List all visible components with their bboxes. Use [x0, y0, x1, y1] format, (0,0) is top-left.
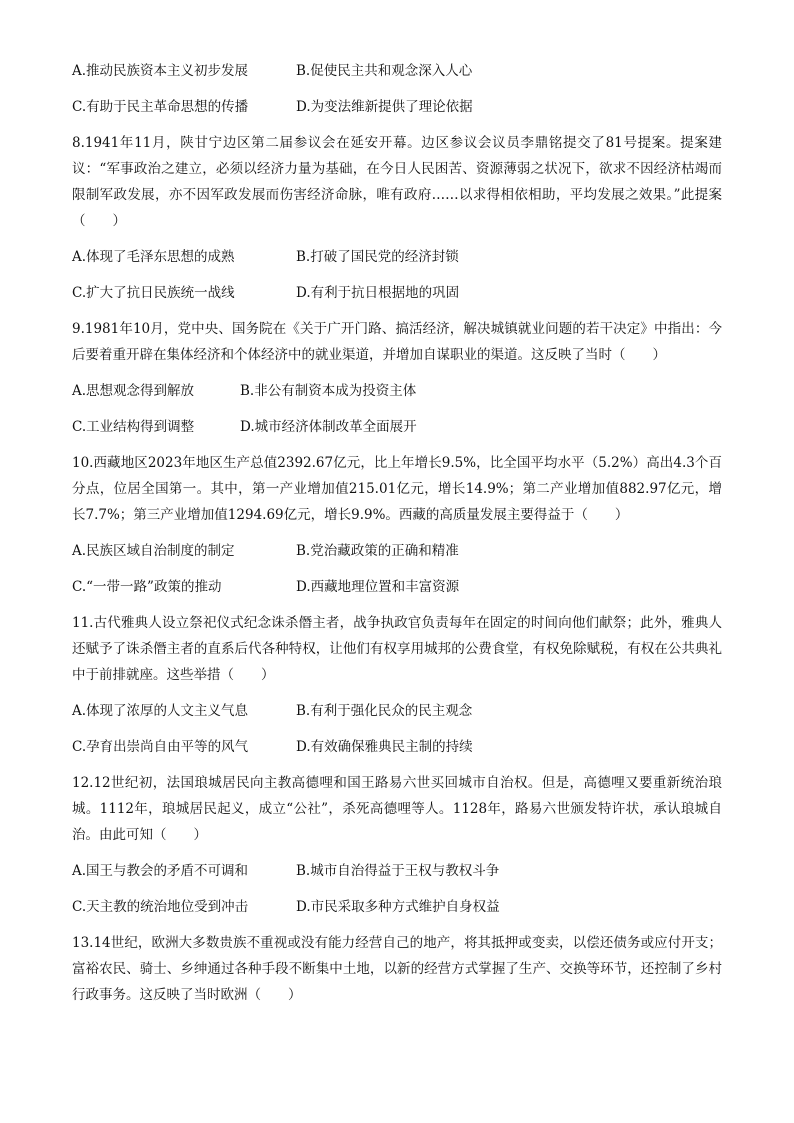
q9-options-row-1 — [72, 378, 722, 404]
q8-option-a[interactable]: A.体现了毛泽东思想的成熟 — [72, 249, 235, 265]
q8-option-b[interactable]: B.打破了国民党的经济封锁 — [296, 249, 459, 265]
q12-options-row-2 — [72, 894, 722, 920]
q8-option-c[interactable]: C.扩大了抗日民族统一战线 — [72, 285, 235, 301]
q7-option-a[interactable]: A.推动民族资本主义初步发展 — [72, 63, 249, 79]
q8-stem: 8.1941年11月，陕甘宁边区第二届参议会在延安开幕。边区参议会议员李鼎铭提交了81号提案。提案建议：“军事政治之建立，必须以经济力量为基础，在今日人民困苦、资源薄弱之状况下，欲求不因经济枯竭而限制军政发展，亦不因军政发展而伤害经济命脉，唯有政府……以求得相依相助，平均发展之效果。”此提案（ ） — [72, 135, 722, 229]
q12-option-d[interactable]: D.市民采取多种方式维护自身权益 — [296, 899, 500, 915]
q10-options-row-2 — [72, 574, 722, 600]
q11-option-d[interactable]: D.有效确保雅典民主制的持续 — [296, 739, 473, 755]
q8-options-row-2 — [72, 280, 722, 306]
q10-option-c[interactable]: C.“一带一路”政策的推动 — [72, 579, 222, 595]
q10-options-row-1 — [72, 538, 722, 564]
q11-options-row-2 — [72, 734, 722, 760]
q9-option-a[interactable]: A.思想观念得到解放 — [72, 383, 195, 399]
q8-option-d[interactable]: D.有利于抗日根据地的巩固 — [296, 285, 460, 301]
q12-option-a[interactable]: A.国王与教会的矛盾不可调和 — [72, 863, 249, 879]
q10-option-b[interactable]: B.党治藏政策的正确和精准 — [296, 543, 459, 559]
q10-stem: 10.西藏地区2023年地区生产总值2392.67亿元，比上年增长9.5%，比全国平均水平（5.2%）高出4.3个百分点，位居全国第一。其中，第一产业增加值215.01亿元，增长14.9%；第二产业增加值882.97亿元，增长7.7%；第三产业增加值1294.69亿元，增长9.9%。西藏的高质量发展主要得益于（ ） — [72, 455, 722, 523]
q10-option-a[interactable]: A.民族区域自治制度的制定 — [72, 543, 235, 559]
q9-stem: 9.1981年10月，党中央、国务院在《关于广开门路、搞活经济，解决城镇就业问题的若干决定》中指出：今后要着重开辟在集体经济和个体经济中的就业渠道，并增加自谋职业的渠道。这反映了当时（ ） — [72, 321, 722, 363]
q12-options-row-1 — [72, 858, 722, 884]
q7-option-d[interactable]: D.为变法维新提供了理论依据 — [296, 99, 473, 115]
q11-options-row-1 — [72, 698, 722, 724]
q12-option-c[interactable]: C.天主教的统治地位受到冲击 — [72, 899, 249, 915]
page-content — [72, 58, 722, 1018]
q7-option-b[interactable]: B.促使民主共和观念深入人心 — [296, 63, 473, 79]
q11-stem: 11.古代雅典人设立祭祀仪式纪念诛杀僭主者，战争执政官负责每年在固定的时间向他们献祭；此外，雅典人还赋予了诛杀僭主者的直系后代各种特权，让他们有权享用城邦的公费食堂，有权免除赋税，有权在公共典礼中于前排就座。这些举措（ ） — [72, 615, 722, 683]
q9-option-c[interactable]: C.工业结构得到调整 — [72, 419, 195, 435]
q9-options-row-2 — [72, 414, 722, 440]
q11-option-a[interactable]: A.体现了浓厚的人文主义气息 — [72, 703, 249, 719]
q9-option-b[interactable]: B.非公有制资本成为投资主体 — [240, 383, 417, 399]
q7-option-c[interactable]: C.有助于民主革命思想的传播 — [72, 99, 249, 115]
q10-option-d[interactable]: D.西藏地理位置和丰富资源 — [296, 579, 460, 595]
q7-options-row-2 — [72, 94, 722, 120]
q9-option-d[interactable]: D.城市经济体制改革全面展开 — [240, 419, 417, 435]
q13-stem: 13.14世纪，欧洲大多数贵族不重视或没有能力经营自己的地产，将其抵押或变卖，以偿还债务或应付开支；富裕农民、骑士、乡绅通过各种手段不断集中土地，以新的经营方式掌握了生产、交换等环节，还控制了乡村行政事务。这反映了当时欧洲（ ） — [72, 935, 722, 1003]
q12-stem: 12.12世纪初，法国琅城居民向主教高德哩和国王路易六世买回城市自治权。但是，高德哩又要重新统治琅城。1112年，琅城居民起义，成立“公社”，杀死高德哩等人。1128年，路易六世颁发特许状，承认琅城自治。由此可知（ ） — [72, 775, 722, 843]
q8-options-row-1 — [72, 244, 722, 270]
q12-option-b[interactable]: B.城市自治得益于王权与教权斗争 — [296, 863, 500, 879]
q11-option-b[interactable]: B.有利于强化民众的民主观念 — [296, 703, 473, 719]
q11-option-c[interactable]: C.孕育出崇尚自由平等的风气 — [72, 739, 249, 755]
q7-options-row-1 — [72, 58, 722, 84]
